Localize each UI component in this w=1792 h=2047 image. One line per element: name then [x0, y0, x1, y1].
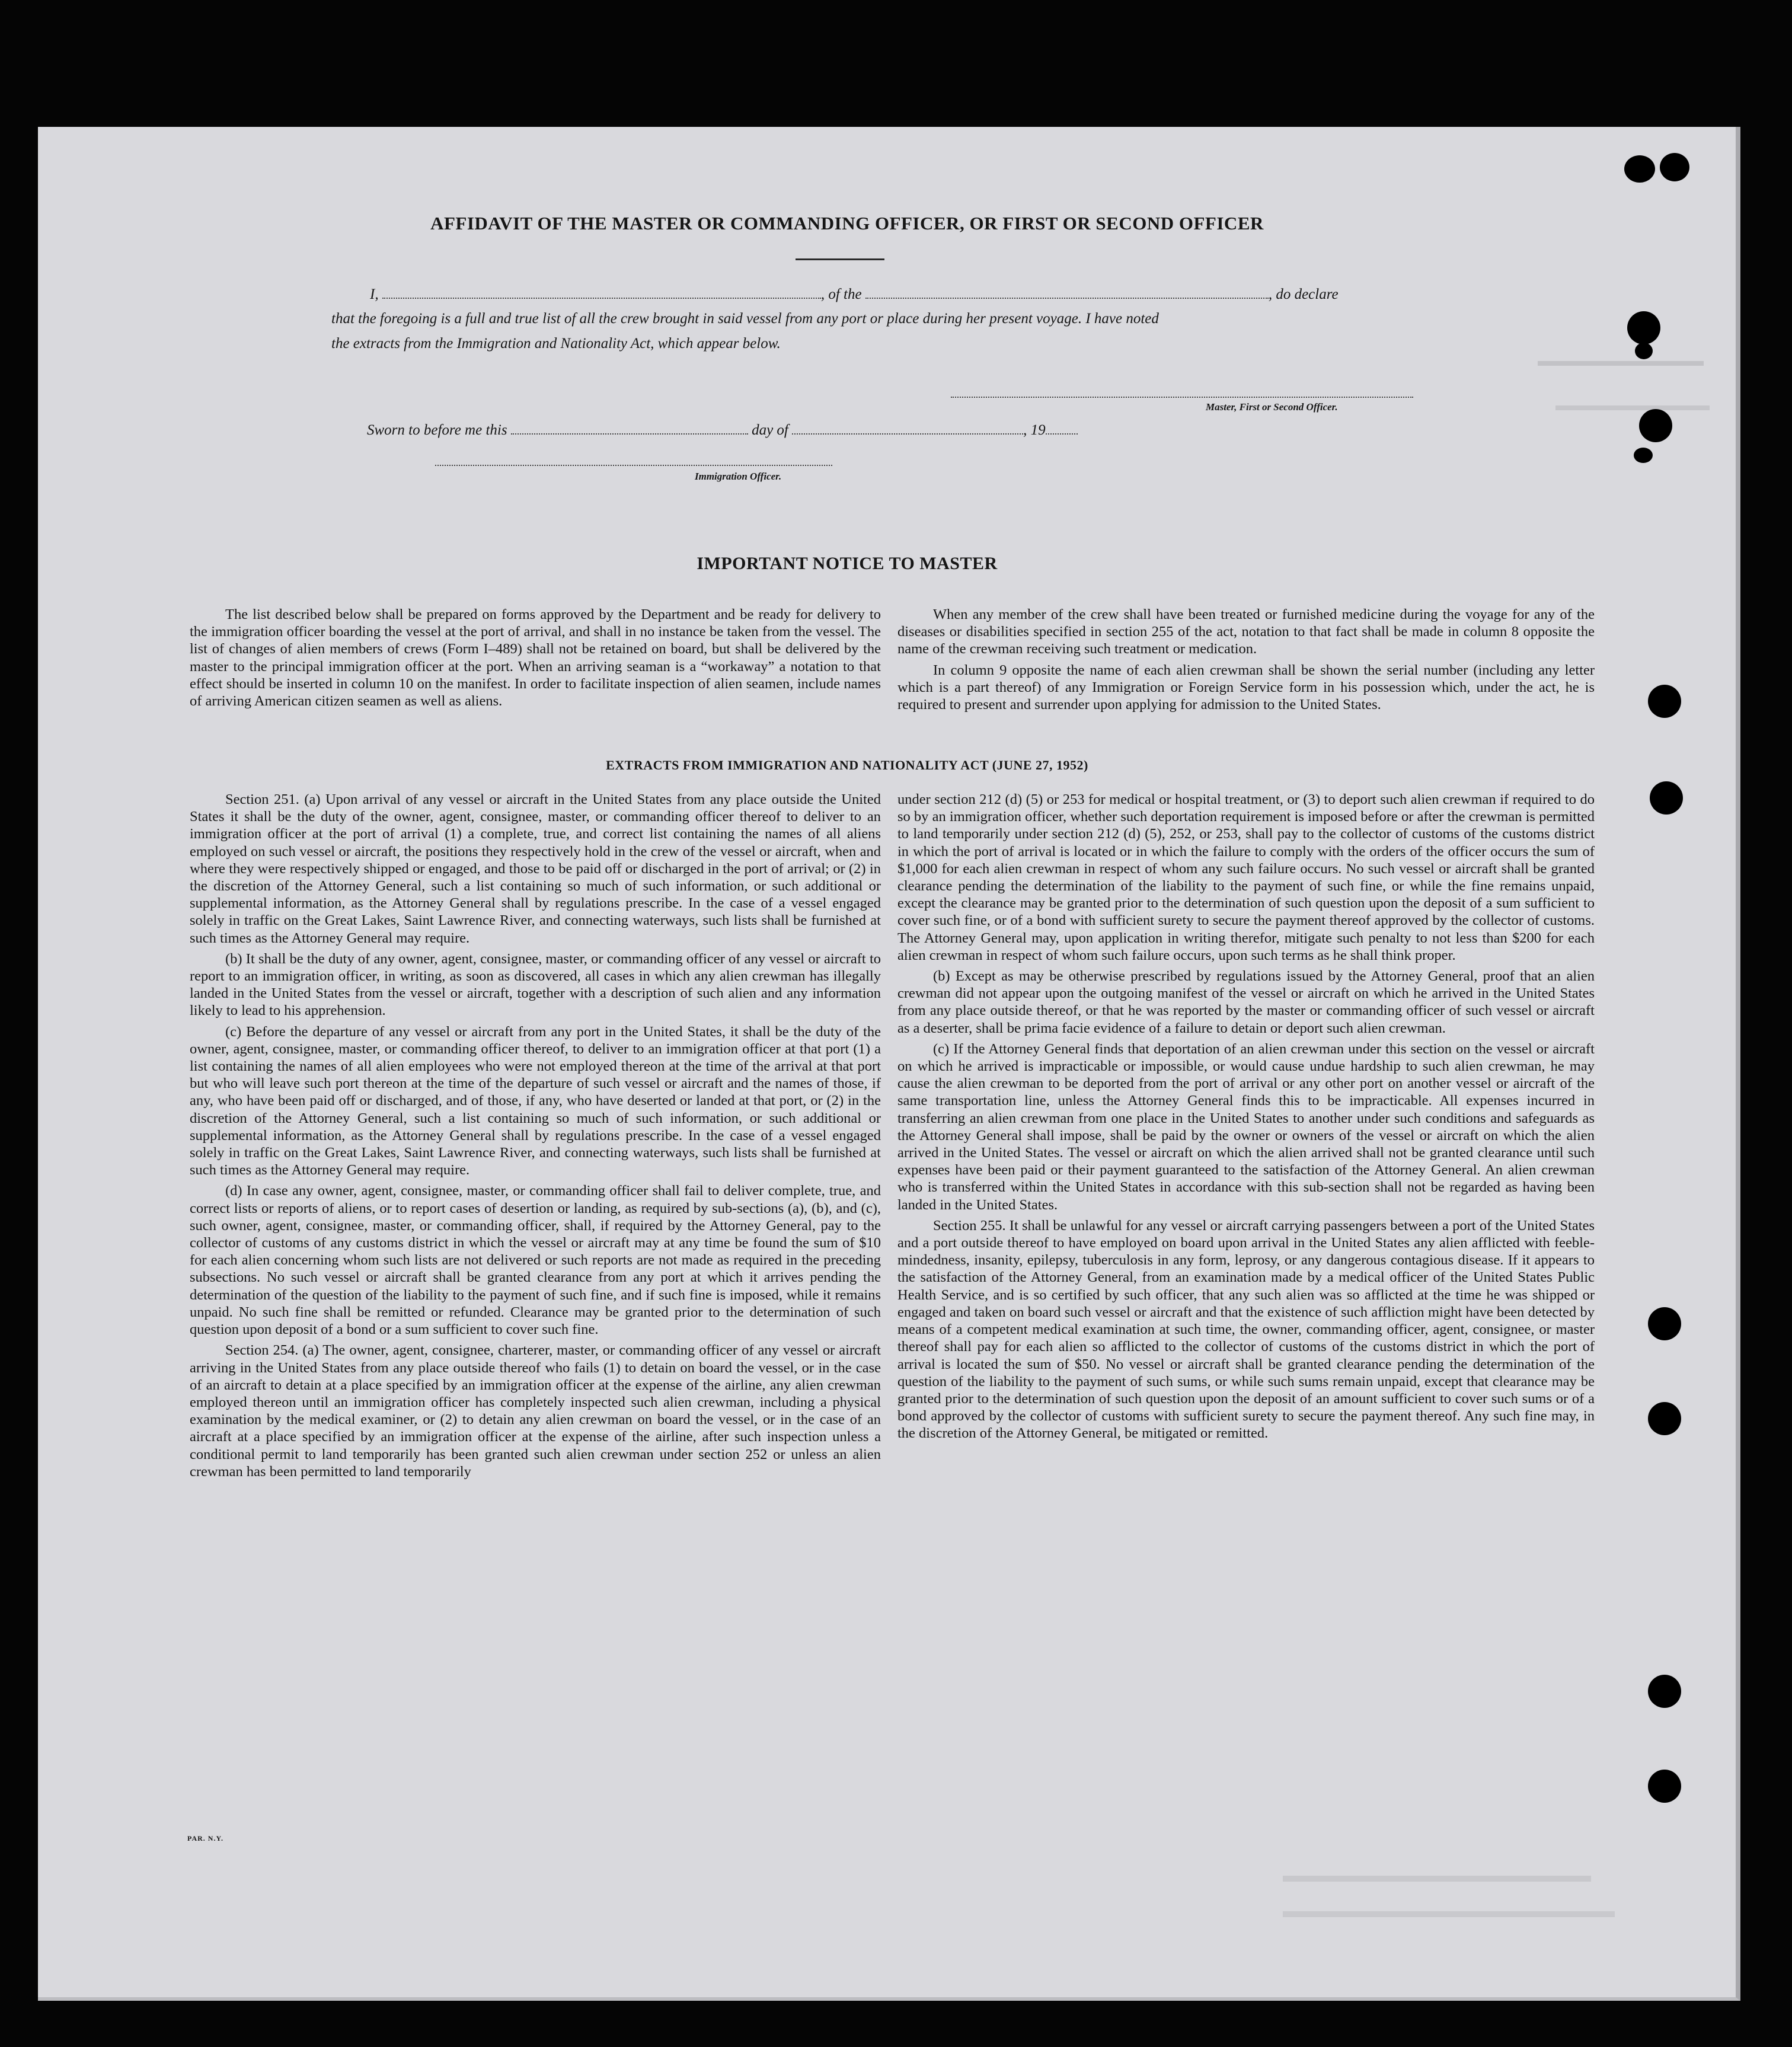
binder-hole: [1648, 685, 1681, 718]
declaration-do-declare: , do declare: [1268, 286, 1339, 302]
binder-hole: [1648, 1770, 1681, 1803]
binder-hole: [1648, 1675, 1681, 1708]
notice-right-paragraph-2: In column 9 opposite the name of each alien crewman shall be shown the serial number (including any letter which is a part thereof) of any Immigration or Foreign Service form in his possession which, under the act, he is required to present and surrender upon applying for admission to the United States.: [897, 662, 1595, 713]
declaration-line-3: the extracts from the Immigration and Nationality Act, which appear below.: [331, 336, 781, 352]
document-page: [38, 127, 1740, 2001]
bleed-through-mark: [1555, 405, 1710, 410]
torn-spot: [1634, 448, 1653, 463]
section-254-a-continued: under section 212 (d) (5) or 253 for medical or hospital treatment, or (3) to deport such alien crewman if required to do so by an immigration officer, whether such deportation requirement is imposed before or after the crewman is permitted to land temporarily under section 212 (d) (5), 252, or 253, shall pay to the collector of customs of the customs district in which the port of arrival is located or in which the failure to comply with the orders of the officer occurs the sum of $1,000 for each alien crewman in respect of whom any such failure occurs. No such vessel or aircraft shall be granted clearance pending the determination of the liability to the payment of such fine, or while the fine remains unpaid, except the clearance may be granted prior to the determination of such question upon the deposit of a sum sufficient to cover such fine, or of a bond with sufficient surety to secure the payment thereof approved by the collector of customs. The Attorney General may, upon application in writing therefor, mitigate such penalty to not less than $200 for each alien crewman in respect of whom such failure occurs, upon such terms as he shall think proper.: [897, 791, 1595, 963]
notice-left-column: [190, 606, 881, 713]
notice-left-paragraph: The list described below shall be prepared on forms approved by the Department and be ready for delivery to the immigration officer boarding the vessel at the port of arrival, and shall in no instance be taken from the vessel. The list of changes of alien members of crews (Form I–489) shall not be retained on board, but shall be delivered by the master to the principal immigration officer at the port. When an arriving seaman is a “workaway” a notation to that effect should be inserted in column 10 on the manifest. In order to facilitate inspection of alien seamen, include names of arriving American citizen seamen as well as aliens.: [190, 606, 881, 710]
notice-right-paragraph-1: When any member of the crew shall have been treated or furnished medicine during the voyage for any of the diseases or disabilities specified in section 255 of the act, notation to that fact shall be made in column 8 opposite the name of the crewman receiving such treatment or medication.: [897, 606, 1595, 657]
torn-spot: [1624, 155, 1655, 183]
name-blank[interactable]: [382, 286, 821, 299]
sworn-month-blank[interactable]: [792, 421, 1023, 435]
bleed-through-mark: [1538, 361, 1704, 366]
sworn-year-prefix: , 19: [1023, 422, 1046, 438]
vessel-blank[interactable]: [865, 286, 1269, 299]
section-251-b: (b) It shall be the duty of any owner, agent, consignee, master, or commanding officer of any vessel or aircraft to report to an immigration officer, in writing, as soon as discovered, all cases in which any alien crewman has illegally landed in the United States from the vessel or aircraft, together with a description of such alien and any information likely to lead to his apprehension.: [190, 950, 881, 1019]
section-251-c: (c) Before the departure of any vessel or aircraft from any port in the United States, it shall be the duty of the owner, agent, consignee, master, or commanding officer thereof, to deliver to an immigration officer at that port (1) a list containing the names of all alien employees who were not employed thereon at the time of the arrival at that port but who will leave such port thereon at the time of the departure of such vessel or aircraft and the names of those, if any, who have been paid off or discharged, and of those, if any, who have deserted or landed at that port, or (2) in the discretion of the Attorney General, such a list containing so much of such information, or such additional or supplemental information, as the Attorney General shall by regulations prescribe. In the case of a vessel engaged solely in traffic on the Great Lakes, Saint Lawrence River, and connecting waterways, such lists shall be furnished at such times as the Attorney General may require.: [190, 1023, 881, 1179]
declaration-i: I,: [370, 286, 379, 302]
binder-hole: [1639, 409, 1672, 442]
binder-hole: [1648, 1307, 1681, 1340]
title-rule: [796, 258, 884, 260]
extracts-left-column: [190, 791, 881, 1484]
sworn-day-blank[interactable]: [511, 421, 748, 435]
section-254-a: Section 254. (a) The owner, agent, consignee, charterer, master, or commanding officer of any vessel or aircraft arriving in the United States from any place outside thereof who fails (1) to detain on board the vessel, or in the case of an aircraft to detain at a place specified by an immigration officer at the expense of the airline, any alien crewman employed thereon until an immigration officer has completely inspected such alien crewman, including a physical examination by the medical examiner, or (2) to detain any alien crewman on board the vessel, or in the case of an aircraft at a place specified by an immigration officer at the expense of the airline, after such inspection unless a conditional permit to land temporarily has been granted such alien crewman under section 252 or unless an alien crewman has been permitted to land temporarily: [190, 1342, 881, 1480]
master-signature-line[interactable]: [951, 397, 1413, 398]
sworn-prefix: Sworn to before me this: [367, 422, 507, 438]
section-254-b: (b) Except as may be otherwise prescribed by regulations issued by the Attorney General, proof that an alien crewman did not appear upon the outgoing manifest of the vessel or aircraft on which he arrived in the United States from any place outside thereof, or that he was reported by the master or commanding officer of such vessel or aircraft as a deserter, shall be prima facie evidence of a failure to detain or deport such alien crewman.: [897, 968, 1595, 1036]
affidavit-title: AFFIDAVIT OF THE MASTER OR COMMANDING OFFICER, OR FIRST OR SECOND OFFICER: [430, 213, 1264, 234]
sworn-day-of: day of: [752, 422, 788, 438]
master-signature-label: Master, First or Second Officer.: [1206, 401, 1338, 413]
bleed-through-mark: [1283, 1911, 1615, 1917]
print-code: PAR. N.Y.: [187, 1834, 224, 1842]
binder-hole: [1627, 311, 1660, 344]
notice-right-column: [897, 606, 1595, 717]
declaration-line-1: [370, 286, 1339, 303]
section-251-d: (d) In case any owner, agent, consignee, master, or commanding officer shall fail to deliver complete, true, and correct lists or reports of aliens, or to report cases of desertion or landing, as required by sub-sections (a), (b), and (c), such owner, agent, consignee, master, or commanding officer, shall, if required by the Attorney General, pay to the collector of customs of any customs district in which the vessel or aircraft may at any time be found the sum of $10 for each alien concerning whom such lists are not delivered or such reports are not made as required in the preceding subsections. No such vessel or aircraft shall be granted clearance from any port at which it arrives pending the determination of the question of the liability to the payment of such fine, and if such fine is imposed, while it remains unpaid. No such fine shall be remitted or refunded. Clearance may be granted prior to the determination of such question upon deposit of a bond or a sum sufficient to cover such fine.: [190, 1183, 881, 1338]
torn-spot: [1660, 153, 1689, 181]
immigration-officer-label: Immigration Officer.: [695, 471, 782, 482]
binder-hole: [1648, 1402, 1681, 1435]
torn-spot: [1635, 343, 1653, 359]
declaration-of-the: , of the: [820, 286, 862, 302]
section-251-a: Section 251. (a) Upon arrival of any vessel or aircraft in the United States from any place outside the United States it shall be the duty of the owner, agent, consignee, master, or commanding officer thereof to deliver to an immigration officer at the port of arrival (1) a complete, true, and correct list containing the names of all aliens employed on such vessel or aircraft, the positions they respectively hold in the crew of the vessel or aircraft, when and where they were respectively shipped or engaged, and those to be paid off or discharged in the port of arrival; or (2) in the discretion of the Attorney General, such a list containing so much of such information, or such additional or supplemental information, as the Attorney General shall by regulations prescribe. In the case of a vessel engaged solely in traffic on the Great Lakes, Saint Lawrence River, and connecting waterways, such lists shall be furnished at such times as the Attorney General may require.: [190, 791, 881, 946]
immigration-officer-signature-line[interactable]: [435, 465, 832, 466]
bleed-through-mark: [1283, 1876, 1591, 1882]
sworn-year-blank[interactable]: [1046, 421, 1078, 435]
sworn-line: [367, 421, 1078, 439]
binder-hole: [1650, 781, 1683, 815]
section-255: Section 255. It shall be unlawful for any vessel or aircraft carrying passengers between a port of the United States and a port outside thereof to have employed on board upon arrival in the United States any alien afflicted with feeble-mindedness, insanity, epilepsy, tuberculosis in any form, leprosy, or any dangerous contagious disease. If it appears to the satisfaction of the Attorney General, from an examination made by a medical officer of the United States Public Health Service, and is so certified by such officer, that any such alien was so afflicted at the time he was shipped or engaged and taken on board such vessel or aircraft and that the existence of such affliction might have been detected by means of a competent medical examination at such time, the owner, commanding officer, agent, consignee, or master thereof shall pay for each alien so afflicted to the collector of customs of the customs district in which the port of arrival is located the sum of $50. No vessel or aircraft shall be granted clearance pending the determination of the question of the liability to the payment of such sums, or while such sums remain unpaid, except that clearance may be granted prior to the determination of such question upon the deposit of an amount sufficient to cover such sums or of a bond approved by the collector of customs with sufficient surety to secure the payment thereof. Any such fine may, in the discretion of the Attorney General, be mitigated or remitted.: [897, 1217, 1595, 1442]
extracts-title: EXTRACTS FROM IMMIGRATION AND NATIONALITY ACT (JUNE 27, 1952): [606, 758, 1088, 772]
extracts-right-column: [897, 791, 1595, 1446]
section-254-c: (c) If the Attorney General finds that deportation of an alien crewman under this section on the vessel or aircraft on which he arrived is impracticable or impossible, or would cause undue hardship to such alien crewman, he may cause the alien crewman to be deported from the port of arrival or any other port on another vessel or aircraft of the same transportation line, unless the Attorney General finds this to be impracticable. All expenses incurred in transferring an alien crewman from one place in the United States to another under such conditions and safeguards as the Attorney General shall impose, shall be paid by the owner or owners of the vessel or aircraft on which the alien arrived in the United States. The vessel or aircraft on which the alien arrived shall not be granted clearance until such expenses have been paid or their payment guaranteed to the satisfaction of the Attorney General. An alien crewman who is transferred within the United States in accordance with this sub-section shall not be regarded as having been landed in the United States.: [897, 1040, 1595, 1213]
notice-title: IMPORTANT NOTICE TO MASTER: [697, 554, 998, 573]
declaration-line-2: that the foregoing is a full and true list of all the crew brought in said vessel from any port or place during her present voyage. I have noted: [331, 311, 1159, 327]
